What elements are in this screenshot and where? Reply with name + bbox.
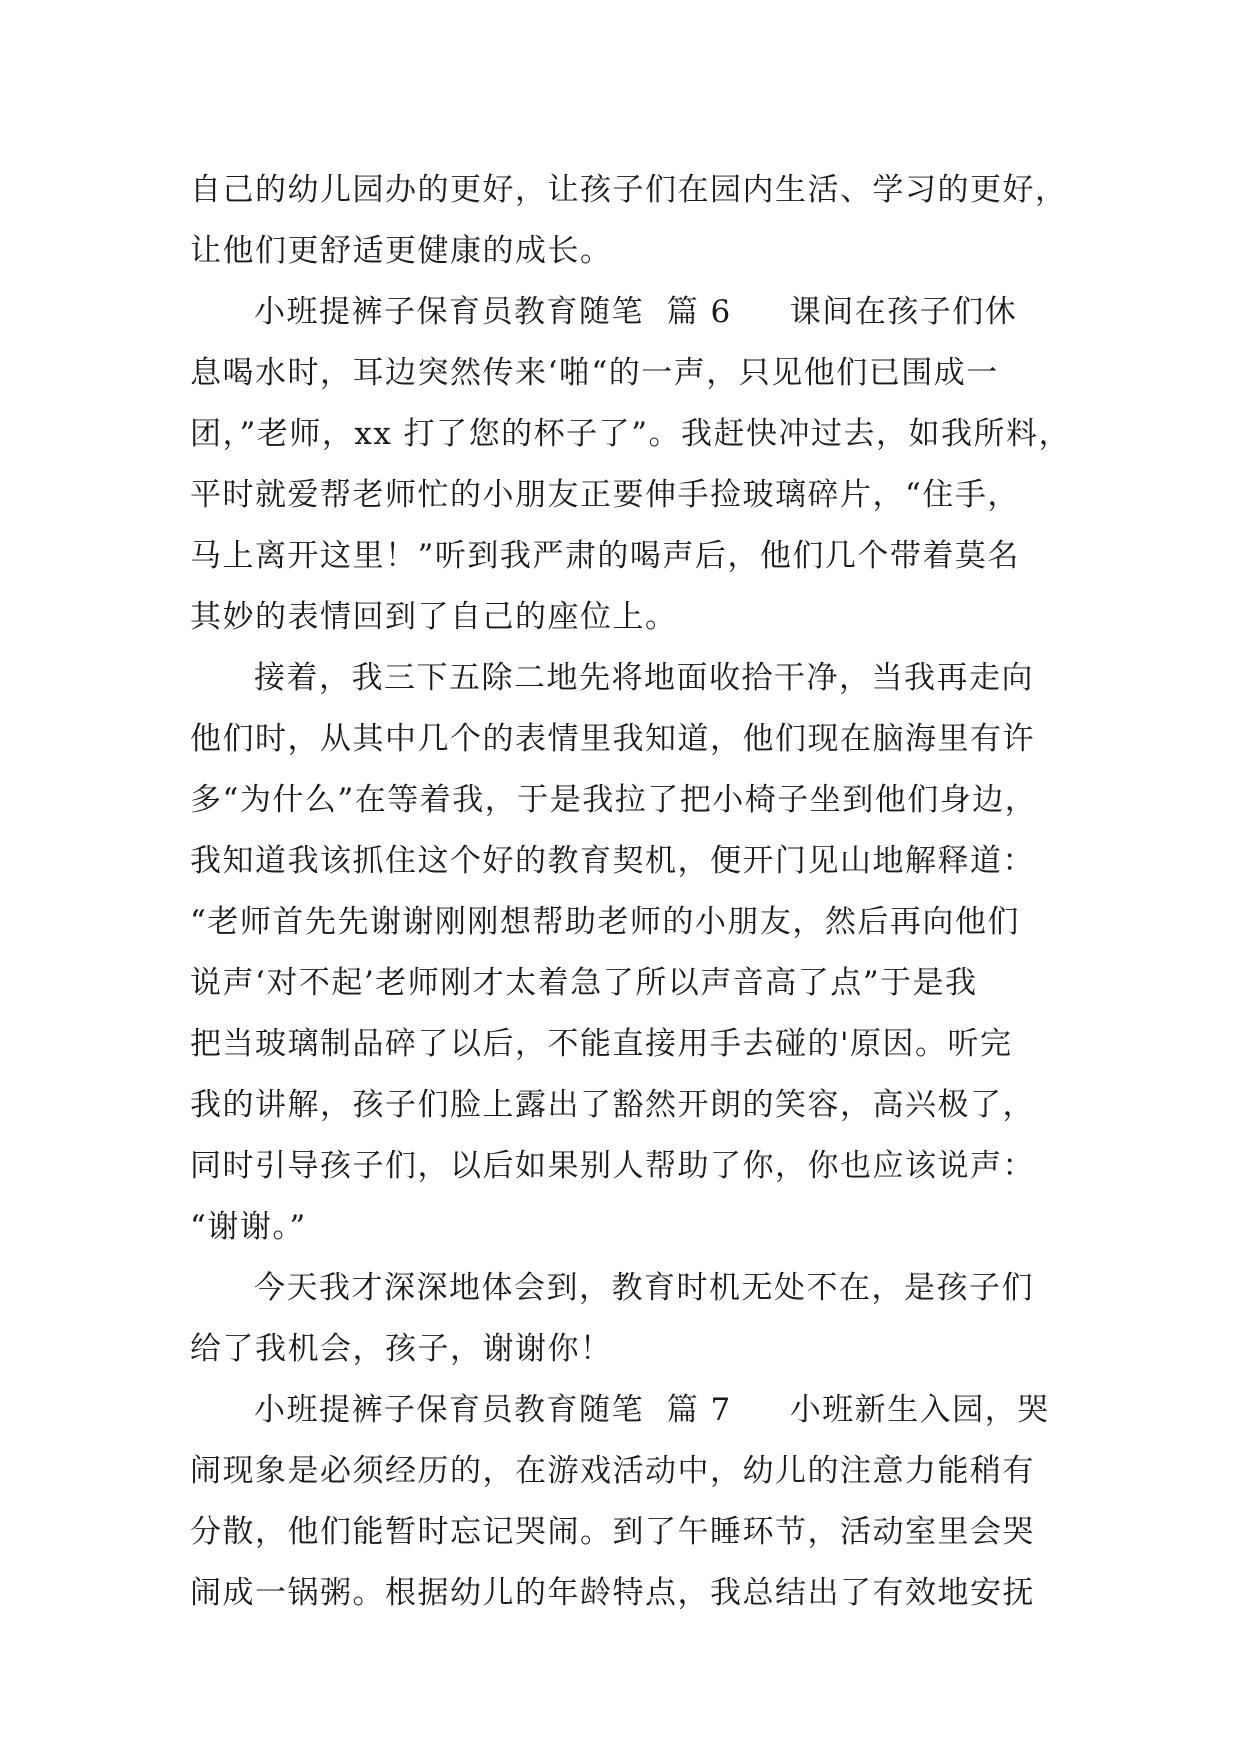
text-segment: 小班新生入园，哭 — [789, 1392, 1050, 1428]
text-line: 我知道我该抓住这个好的教育契机，便开门见山地解释道： — [190, 843, 1035, 879]
text-line: 让他们更舒适更健康的成长。 — [190, 233, 613, 269]
text-line: 马上离开这里！”听到我严肃的喝声后，他们几个带着莫名 — [190, 538, 1020, 574]
text-line: 分散，他们能暂时忘记哭闹。到了午睡环节，活动室里会哭 — [190, 1514, 1035, 1550]
text-line: 多“为什么”在等着我，于是我拉了把小椅子坐到他们身边， — [190, 782, 1038, 818]
paragraph-2 — [190, 282, 1072, 648]
text-line: 给了我机会，孩子，谢谢你！ — [190, 1331, 613, 1367]
text-line: “老师首先先谢谢刚刚想帮助老师的小朋友，然后再向他们 — [190, 904, 1020, 940]
section-heading-line — [190, 282, 1060, 343]
text-line: 我的讲解，孩子们脸上露出了豁然开朗的笑容，高兴极了， — [190, 1087, 1035, 1123]
text-line: 团，”老师，xx 打了您的杯子了”。我赶快冲过去，如我所料， — [190, 416, 1072, 452]
text-line: 自己的幼儿园办的更好，让孩子们在园内生活、学习的更好， — [190, 172, 1068, 208]
section-heading: 小班提裤子保育员教育随笔 篇 7 — [254, 1392, 732, 1428]
text-line: 说声‘对不起’老师刚才太着急了所以声音高了点”于是我 — [190, 965, 978, 1001]
text-line: 把当玻璃制品碎了以后，不能直接用手去碰的'原因。听完 — [190, 1026, 1013, 1062]
text-line: 他们时，从其中几个的表情里我知道，他们现在脑海里有许 — [190, 721, 1035, 757]
paragraph-5 — [190, 1380, 1060, 1624]
paragraph-1 — [190, 160, 1068, 282]
text-line: 其妙的表情回到了自己的座位上。 — [190, 599, 678, 635]
text-line: 同时引导孩子们，以后如果别人帮助了你，你也应该说声： — [190, 1148, 1035, 1184]
text-line: 闹现象是必须经历的，在游戏活动中，幼儿的注意力能稍有 — [190, 1453, 1035, 1489]
text-line: “谢谢。” — [190, 1209, 307, 1245]
text-line: 接着，我三下五除二地先将地面收拾干净，当我再走向 — [254, 660, 1034, 696]
text-line: 息喝水时，耳边突然传来‘啪“的一声，只见他们已围成一 — [190, 355, 999, 391]
section-heading: 小班提裤子保育员教育随笔 篇 6 — [254, 294, 732, 330]
paragraph-3 — [190, 648, 1060, 1258]
text-line: 闹成一锅粥。根据幼儿的年龄特点，我总结出了有效地安抚 — [190, 1575, 1035, 1611]
text-line: 平时就爱帮老师忙的小朋友正要伸手捡玻璃碎片，“住手， — [190, 477, 1020, 513]
paragraph-4 — [190, 1258, 1060, 1380]
document-body — [190, 160, 1072, 1624]
section-heading-line — [190, 1380, 1060, 1441]
text-line: 今天我才深深地体会到，教育时机无处不在，是孩子们 — [254, 1270, 1034, 1306]
text-segment: 课间在孩子们休 — [789, 294, 1018, 330]
